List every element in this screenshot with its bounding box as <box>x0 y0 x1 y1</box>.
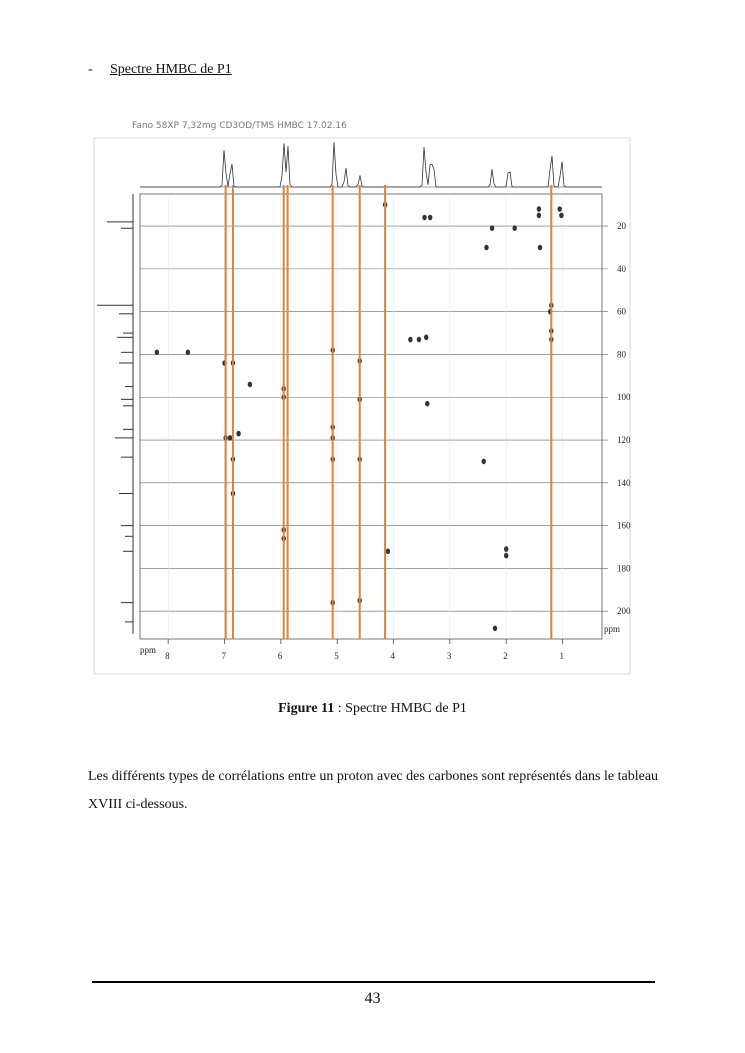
y-tick-label: 100 <box>617 392 631 403</box>
spectrum-outer-frame <box>94 138 630 674</box>
x-tick-label: 2 <box>503 651 508 661</box>
heading-bullet: - <box>88 62 93 77</box>
hmbc-spectrum-plot <box>90 112 640 677</box>
cross-peak <box>422 215 426 221</box>
section-heading <box>88 62 232 78</box>
cross-peak <box>537 213 541 219</box>
caption-text: : Spectre HMBC de P1 <box>334 701 467 716</box>
cross-peak <box>559 213 563 219</box>
cross-peak <box>490 225 494 231</box>
footer-rule <box>92 981 655 983</box>
caption-label: Figure 11 <box>278 701 335 716</box>
y-tick-label: 180 <box>617 563 631 574</box>
cross-peak <box>504 546 508 552</box>
y-tick-label: 80 <box>617 349 626 360</box>
f2-1h-projection-trace <box>140 142 602 187</box>
figure-caption <box>0 701 745 717</box>
plot-frame <box>140 194 602 639</box>
x-axis-unit: ppm <box>140 645 157 655</box>
cross-peak <box>248 382 252 388</box>
cross-peak <box>228 435 232 441</box>
x-tick-label: 7 <box>221 651 227 661</box>
cross-peak <box>155 350 159 356</box>
y-tick-label: 160 <box>617 520 631 531</box>
cross-peak <box>513 225 517 231</box>
cross-peak <box>493 626 497 632</box>
cross-peak <box>186 350 190 356</box>
cross-peak <box>408 337 412 343</box>
y-tick-label: 140 <box>617 477 631 488</box>
x-tick-label: 4 <box>390 651 396 661</box>
x-tick-label: 1 <box>559 651 565 661</box>
cross-peak <box>428 215 432 221</box>
cross-peak <box>425 401 429 407</box>
spectrum-header: Fano 58XP 7,32mg CD3OD/TMS HMBC 17.02.16 <box>132 121 347 131</box>
cross-peak <box>424 335 428 341</box>
cross-peak <box>482 459 486 465</box>
y-tick-label: 200 <box>617 606 631 617</box>
cross-peak <box>538 245 542 251</box>
x-tick-label: 5 <box>334 651 339 661</box>
x-tick-label: 3 <box>446 651 452 661</box>
cross-peak <box>504 553 508 559</box>
cross-peak <box>484 245 488 251</box>
y-tick-label: 40 <box>617 263 626 274</box>
cross-peak <box>386 549 390 555</box>
y-tick-label: 60 <box>617 306 626 317</box>
cross-peak <box>417 337 421 343</box>
cross-peak <box>236 431 240 437</box>
heading-title: Spectre HMBC de P1 <box>110 62 232 77</box>
y-axis-unit: ppm <box>604 624 621 634</box>
x-tick-label: 6 <box>277 651 283 661</box>
y-tick-label: 20 <box>617 221 626 232</box>
y-tick-label: 120 <box>617 435 631 446</box>
hmbc-spectrum-figure <box>90 112 640 677</box>
page-number: 43 <box>364 990 381 1007</box>
body-paragraph: Les différents types de corrélations entre un proton avec des carbones sont représentés dans le tableau XVIII ci-dessous. <box>88 769 659 812</box>
cross-peak <box>537 206 541 212</box>
cross-peak <box>558 206 562 212</box>
x-tick-label: 8 <box>165 651 170 661</box>
